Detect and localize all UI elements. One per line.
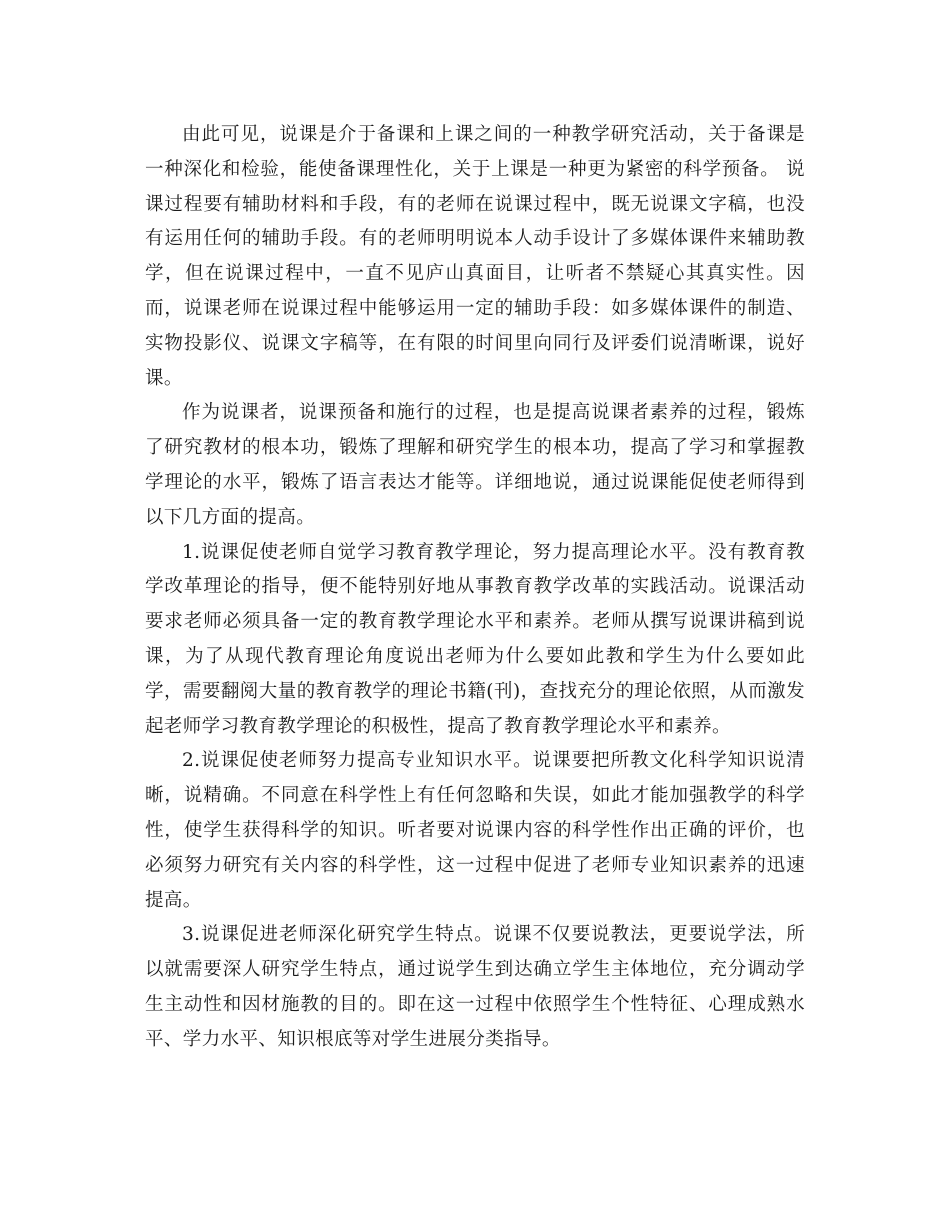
- document-page: [145, 118, 805, 1058]
- paragraph-2: 作为说课者，说课预备和施行的过程，也是提高说课者素养的过程，锻炼了研究教材的根本功，锻炼了理解和研究学生的根本功，提高了学习和掌握教学理论的水平，锻炼了语言表达才能等。详细地说，通过说课能促使老师得到以下几方面的提高。: [145, 402, 805, 528]
- paragraph-3: 1.说课促使老师自觉学习教育教学理论，努力提高理论水平。没有教育教学改革理论的指导，便不能特别好地从事教育教学改革的实践活动。说课活动要求老师必须具备一定的教育教学理论水平和素养。老师从撰写说课讲稿到说课，为了从现代教育理论角度说出老师为什么要如此教和学生为什么要如此学，需要翻阅大量的教育教学的理论书籍(刊)，查找充分的理论依照，从而激发起老师学习教育教学理论的积极性，提高了教育教学理论水平和素养。: [145, 541, 805, 737]
- paragraph-5: 3.说课促进老师深化研究学生特点。说课不仅要说教法，更要说学法，所以就需要深人研究学生特点，通过说学生到达确立学生主体地位，充分调动学生主动性和因材施教的目的。即在这一过程中依照学生个性特征、心理成熟水平、学力水平、知识根底等对学生进展分类指导。: [145, 924, 805, 1050]
- paragraph-4: 2.说课促使老师努力提高专业知识水平。说课要把所教文化科学知识说清晰，说精确。不同意在科学性上有任何忽略和失误，如此才能加强教学的科学性，使学生获得科学的知识。听者要对说课内容的科学性作出正确的评价，也必须努力研究有关内容的科学性，这一过程中促进了老师专业知识素养的迅速提高。: [145, 750, 805, 911]
- paragraph-1: 由此可见，说课是介于备课和上课之间的一种教学研究活动，关于备课是一种深化和检验，能使备课理性化，关于上课是一种更为紧密的科学预备。 说课过程要有辅助材料和手段，有的老师在说课过程中，既无说课文字稿，也没有运用任何的辅助手段。有的老师明明说本人动手设计了多媒体课件来辅助教学，但在说课过程中，一直不见庐山真面目，让听者不禁疑心其真实性。因而，说课老师在说课过程中能够运用一定的辅助手段：如多媒体课件的制造、实物投影仪、说课文字稿等，在有限的时间里向同行及评委们说清晰课，说好课。: [145, 124, 805, 389]
